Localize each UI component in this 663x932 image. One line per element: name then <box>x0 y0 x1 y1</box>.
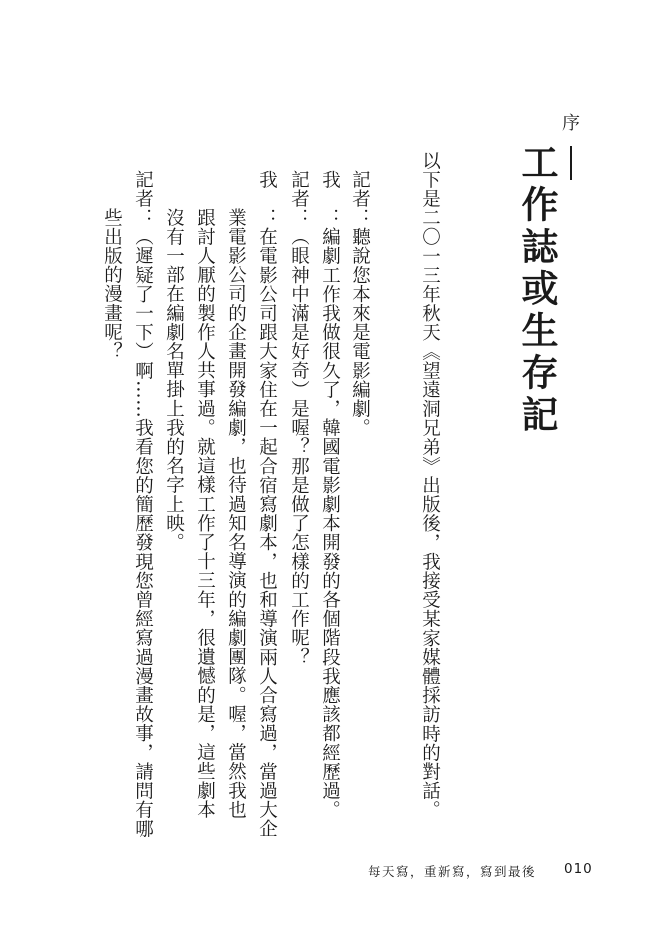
dialogue-line: 跟討人厭的製作人共事過。就這樣工作了十三年，很遺憾的是，這些劇本 <box>194 208 216 820</box>
dialogue-line: 我 ：在電影公司跟大家住在一起合宿寫劇本，也和導演兩人合寫過，當過大企 <box>256 170 278 839</box>
dialogue-line: 記者：（遲疑了一下）啊……我看您的簡歷發現您曾經寫過漫畫故事，請問有哪 <box>132 170 154 839</box>
dialogue-line: 記者：（眼神中滿是好奇）是喔？那是做了怎樣的工作呢？ <box>288 170 310 667</box>
chapter-title: 工作誌或生存記 <box>515 143 559 437</box>
dialogue-line: 些出版的漫畫呢？ <box>101 208 123 361</box>
dialogue-line: 記者：聽說您本來是電影編劇。 <box>349 170 371 438</box>
dialogue-line: 我 ：編劇工作我做很久了，韓國電影劇本開發的各個階段我應該都經歷過。 <box>319 170 341 820</box>
page-number: 010 <box>564 861 593 877</box>
running-title: 每天寫，重新寫，寫到最後 <box>368 864 537 879</box>
dialogue-line: 沒有一部在編劇名單掛上我的名字上映。 <box>163 208 185 552</box>
preface-label: 序 <box>559 113 580 133</box>
intro-line: 以下是二〇一三年秋天《望遠洞兄弟》出版後，我接受某家媒體採訪時的對話。 <box>419 151 441 820</box>
preface-rule <box>570 146 572 180</box>
dialogue-line: 業電影公司的企畫開發編劇，也待過知名導演的編劇團隊。喔，當然我也 <box>225 208 247 820</box>
